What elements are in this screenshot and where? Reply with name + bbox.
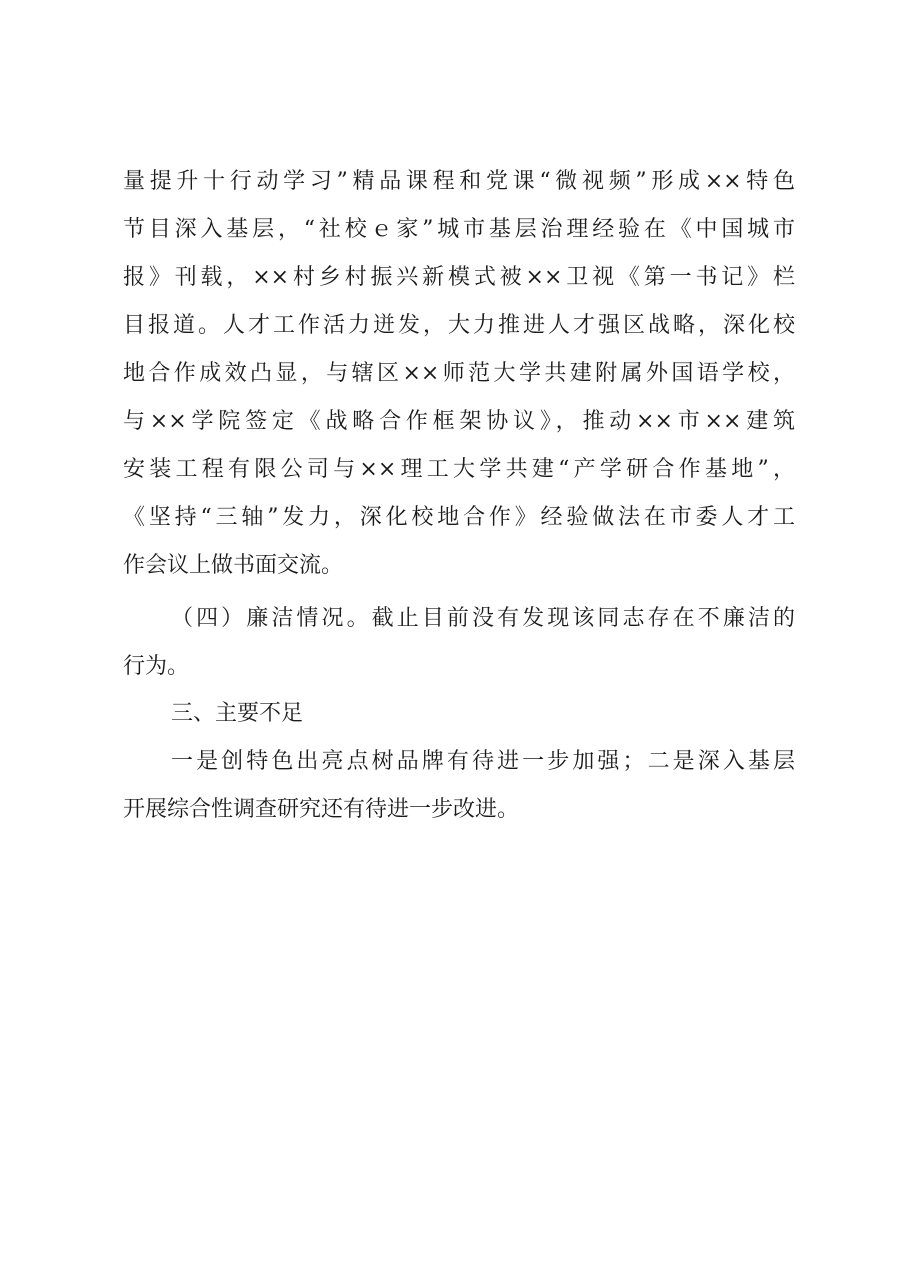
text-line: 量提升十行动学习”精品课程和党课“微视频”形成××特色	[123, 169, 795, 194]
text-line: 地合作成效凸显，与辖区××师范大学共建附属外国语学校，	[123, 361, 795, 386]
text-line: （四）廉洁情况。截止目前没有发现该同志存在不廉洁的	[171, 606, 795, 631]
text-line: 安装工程有限公司与××理工大学共建“产学研合作基地”，	[123, 457, 795, 482]
text-line: 开展综合性调查研究还有待进一步改进。	[123, 797, 520, 822]
text-line: 节目深入基层，“社校ｅ家”城市基层治理经验在《中国城市	[123, 217, 795, 242]
text-line: 与××学院签定《战略合作框架协议》，推动××市××建筑	[123, 409, 795, 434]
paragraph-talent-work	[123, 158, 795, 590]
heading-text: 三、主要不足	[171, 701, 304, 726]
paragraph-shortcomings	[123, 738, 795, 834]
section-heading	[123, 690, 795, 738]
text-line: 作会议上做书面交流。	[123, 553, 344, 578]
text-line: 行为。	[123, 654, 190, 679]
text-line: 一是创特色出亮点树品牌有待进一步加强；二是深入基层	[171, 749, 795, 774]
text-line: 报》刊载，××村乡村振兴新模式被××卫视《第一书记》栏	[123, 265, 795, 290]
text-line: 目报道。人才工作活力迸发，大力推进人才强区战略，深化校	[123, 313, 795, 338]
paragraph-integrity	[123, 595, 795, 691]
text-line: 《坚持“三轴”发力，深化校地合作》经验做法在市委人才工	[123, 505, 795, 530]
